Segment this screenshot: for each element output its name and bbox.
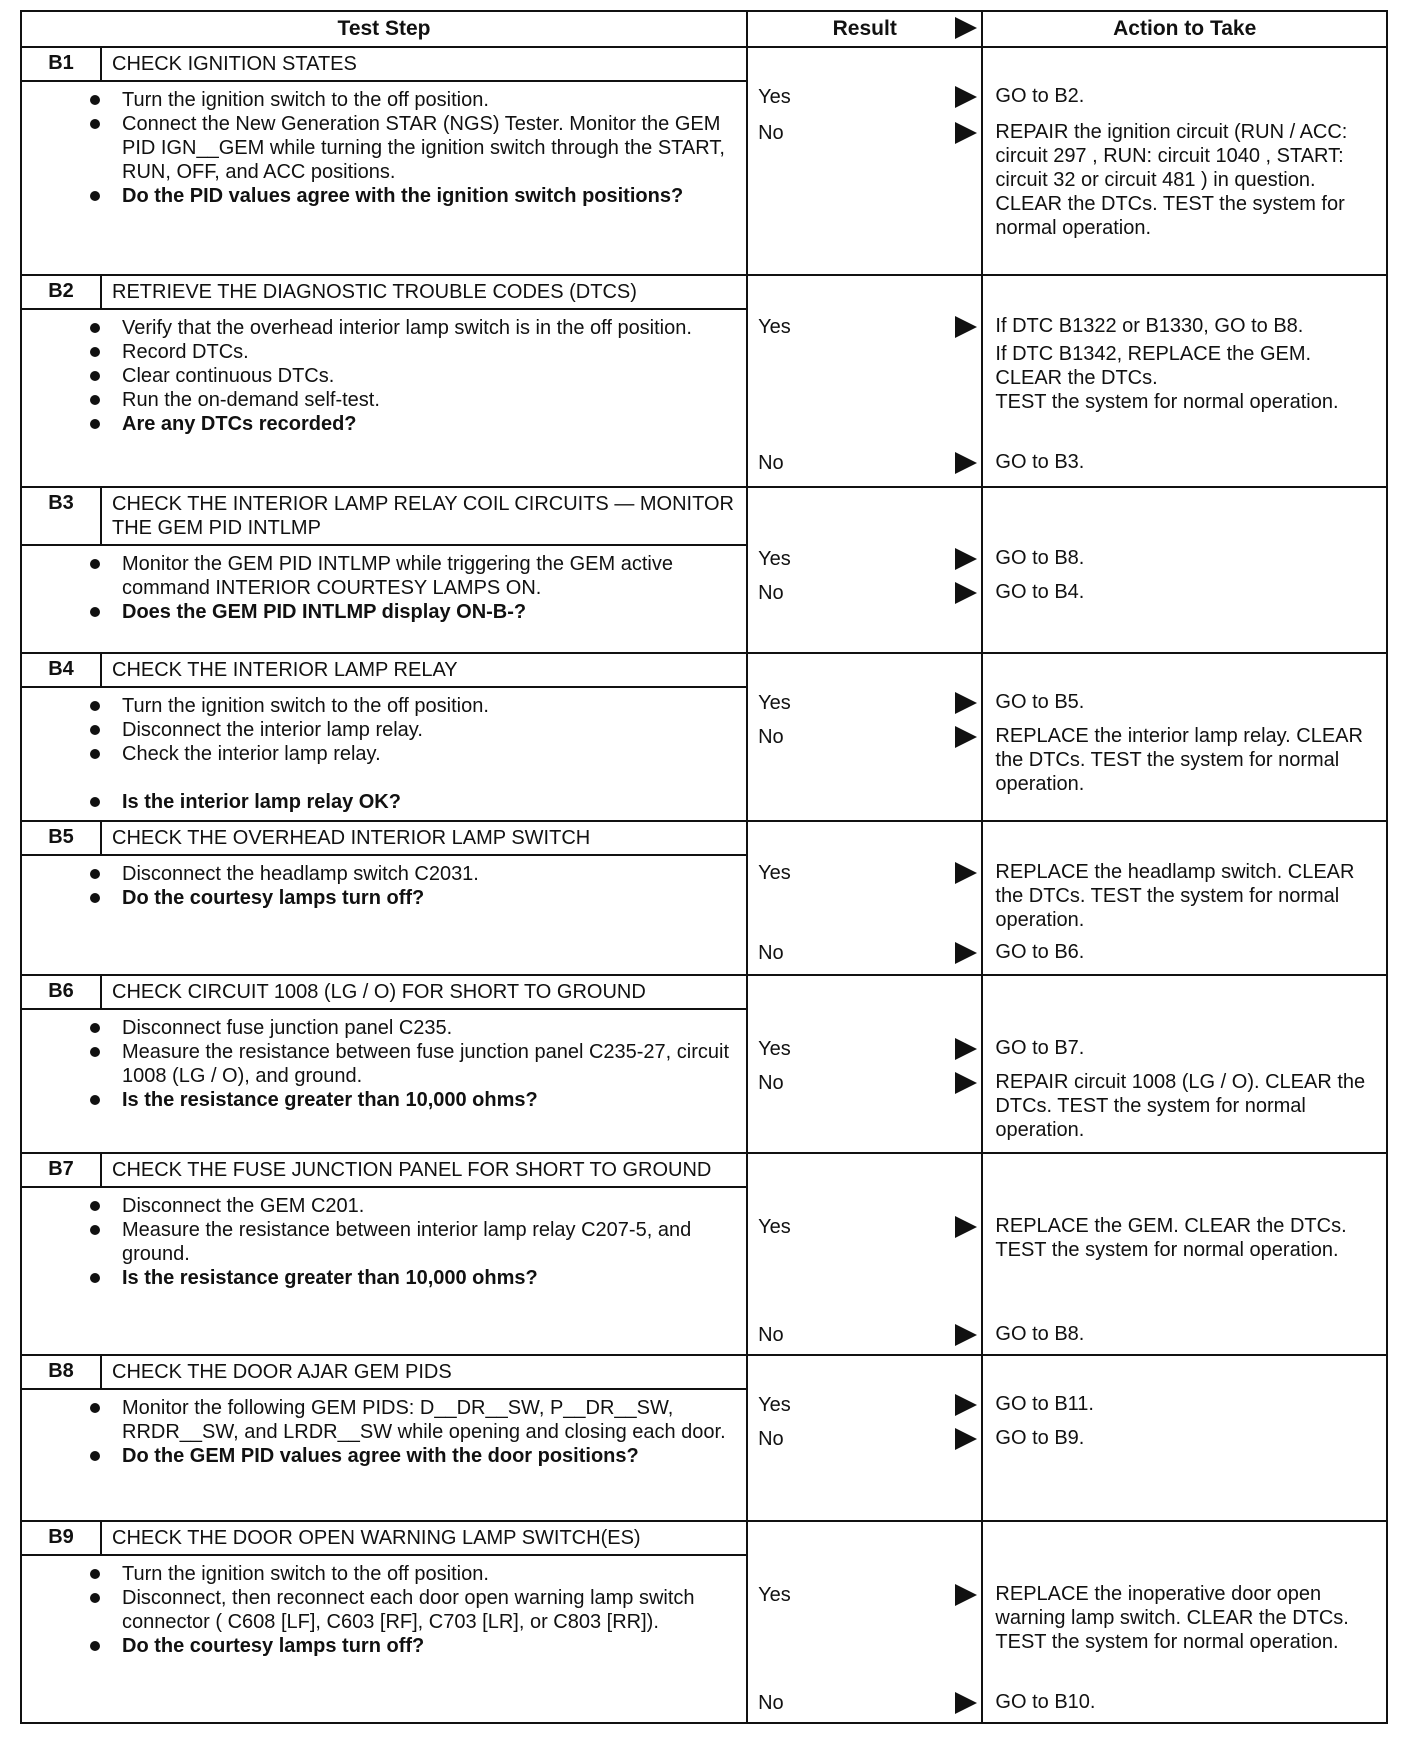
table-row bbox=[21, 975, 1387, 1153]
table-row bbox=[21, 47, 1387, 275]
arrow-right-icon bbox=[955, 862, 977, 884]
action-text: If DTC B1322 or B1330, GO to B8. bbox=[995, 315, 1304, 337]
result-label: Yes bbox=[758, 86, 791, 108]
result-label: No bbox=[758, 1072, 784, 1094]
step-cell bbox=[21, 47, 747, 275]
step-instructions bbox=[22, 688, 746, 820]
list-item: Disconnect the interior lamp relay. bbox=[122, 718, 738, 742]
result-label: No bbox=[758, 726, 784, 748]
step-question: Are any DTCs recorded? bbox=[122, 412, 738, 436]
step-instructions bbox=[22, 856, 746, 916]
header-result bbox=[747, 11, 982, 47]
step-question: Is the interior lamp relay OK? bbox=[122, 790, 738, 814]
step-cell bbox=[21, 487, 747, 653]
result-cell bbox=[747, 47, 982, 275]
step-question: Do the courtesy lamps turn off? bbox=[122, 886, 738, 910]
step-title: CHECK THE DOOR AJAR GEM PIDS bbox=[112, 1361, 452, 1383]
result-yes bbox=[758, 1582, 977, 1608]
step-header bbox=[22, 822, 746, 856]
step-instructions bbox=[22, 1390, 746, 1474]
step-instructions bbox=[22, 310, 746, 442]
action-text: GO to B8. bbox=[995, 1323, 1085, 1345]
result-cell bbox=[747, 653, 982, 821]
action-text: REPLACE the inoperative door open warning lamp switch. CLEAR the DTCs. TEST the system for normal operation. bbox=[995, 1583, 1349, 1653]
list-item: Monitor the following GEM PIDS: D__DR__SW, P__DR__SW, RRDR__SW, and LRDR__SW while opening and closing each door. bbox=[122, 1396, 738, 1444]
step-cell bbox=[21, 975, 747, 1153]
result-yes bbox=[758, 546, 977, 572]
header-test-step: Test Step bbox=[21, 11, 747, 47]
arrow-right-icon bbox=[955, 1394, 977, 1416]
result-no bbox=[758, 1070, 977, 1096]
result-no bbox=[758, 724, 977, 750]
step-title: CHECK THE FUSE JUNCTION PANEL FOR SHORT TO GROUND bbox=[112, 1159, 712, 1181]
step-question: Is the resistance greater than 10,000 ohms? bbox=[122, 1266, 738, 1290]
step-id: B1 bbox=[22, 48, 102, 80]
list-item: Turn the ignition switch to the off position. bbox=[122, 694, 738, 718]
header-action: Action to Take bbox=[982, 11, 1387, 47]
step-question: Do the courtesy lamps turn off? bbox=[122, 1634, 738, 1658]
arrow-right-icon bbox=[955, 1692, 977, 1714]
list-item: Disconnect the headlamp switch C2031. bbox=[122, 862, 738, 886]
action-cell bbox=[982, 487, 1387, 653]
result-label: No bbox=[758, 1428, 784, 1450]
table-row bbox=[21, 275, 1387, 487]
step-question: Do the PID values agree with the ignition switch positions? bbox=[122, 184, 738, 208]
action-text: GO to B10. bbox=[995, 1691, 1096, 1713]
result-cell bbox=[747, 487, 982, 653]
result-yes bbox=[758, 1214, 977, 1240]
step-id: B6 bbox=[22, 976, 102, 1008]
step-title: RETRIEVE THE DIAGNOSTIC TROUBLE CODES (DTCS) bbox=[112, 281, 637, 303]
step-instructions bbox=[22, 1188, 746, 1296]
result-cell bbox=[747, 275, 982, 487]
step-instructions bbox=[22, 82, 746, 214]
result-cell bbox=[747, 821, 982, 975]
step-instructions bbox=[22, 546, 746, 630]
result-label: No bbox=[758, 942, 784, 964]
arrow-right-icon bbox=[955, 942, 977, 964]
arrow-right-icon bbox=[955, 1324, 977, 1346]
result-no bbox=[758, 940, 977, 966]
result-yes bbox=[758, 314, 977, 340]
step-id: B4 bbox=[22, 654, 102, 686]
table-header-row bbox=[21, 11, 1387, 47]
action-cell bbox=[982, 1521, 1387, 1723]
action-cell bbox=[982, 821, 1387, 975]
arrow-right-icon bbox=[955, 1072, 977, 1094]
diagnostic-test-sheet bbox=[20, 10, 1388, 1724]
step-instructions bbox=[22, 1010, 746, 1118]
result-label: Yes bbox=[758, 1394, 791, 1416]
table-row bbox=[21, 1355, 1387, 1521]
step-cell bbox=[21, 1355, 747, 1521]
step-question: Is the resistance greater than 10,000 ohms? bbox=[122, 1088, 738, 1112]
result-cell bbox=[747, 975, 982, 1153]
result-no bbox=[758, 580, 977, 606]
arrow-right-icon bbox=[955, 1216, 977, 1238]
list-item: Disconnect the GEM C201. bbox=[122, 1194, 738, 1218]
step-cell bbox=[21, 653, 747, 821]
step-header bbox=[22, 1522, 746, 1556]
step-header bbox=[22, 654, 746, 688]
table-row bbox=[21, 821, 1387, 975]
step-question: Do the GEM PID values agree with the door positions? bbox=[122, 1444, 738, 1468]
list-item: Disconnect fuse junction panel C235. bbox=[122, 1016, 738, 1040]
step-header bbox=[22, 488, 746, 546]
result-yes bbox=[758, 1392, 977, 1418]
result-no bbox=[758, 450, 977, 476]
result-label: No bbox=[758, 122, 784, 144]
arrow-right-icon bbox=[955, 452, 977, 474]
result-cell bbox=[747, 1521, 982, 1723]
result-label: No bbox=[758, 582, 784, 604]
arrow-right-icon bbox=[955, 1584, 977, 1606]
arrow-right-icon bbox=[955, 86, 977, 108]
action-text: REPLACE the interior lamp relay. CLEAR the DTCs. TEST the system for normal operation. bbox=[995, 725, 1363, 795]
step-header bbox=[22, 1154, 746, 1188]
action-text: REPAIR the ignition circuit (RUN / ACC: circuit 297 , RUN: circuit 1040 , START: circuit 32 or circuit 481 ) in question. CLEAR the DTCs. TEST the system for normal operation. bbox=[995, 121, 1348, 239]
step-id: B7 bbox=[22, 1154, 102, 1186]
step-cell bbox=[21, 821, 747, 975]
result-no bbox=[758, 1690, 977, 1716]
action-text: GO to B6. bbox=[995, 941, 1085, 963]
action-text: GO to B7. bbox=[995, 1037, 1085, 1059]
step-cell bbox=[21, 275, 747, 487]
action-text: REPAIR circuit 1008 (LG / O). CLEAR the DTCs. TEST the system for normal operation. bbox=[995, 1071, 1366, 1141]
action-text: GO to B11. bbox=[995, 1393, 1094, 1415]
step-header bbox=[22, 1356, 746, 1390]
step-id: B3 bbox=[22, 488, 102, 544]
action-text: REPLACE the GEM. CLEAR the DTCs. TEST the system for normal operation. bbox=[995, 1215, 1347, 1261]
result-label: Yes bbox=[758, 548, 791, 570]
action-text: If DTC B1342, REPLACE the GEM. CLEAR the DTCs. bbox=[995, 343, 1312, 389]
result-label: No bbox=[758, 452, 784, 474]
result-label: No bbox=[758, 1692, 784, 1714]
diagnostic-table bbox=[20, 10, 1388, 1724]
arrow-right-icon bbox=[955, 548, 977, 570]
result-label: Yes bbox=[758, 862, 791, 884]
result-no bbox=[758, 1426, 977, 1452]
arrow-right-icon bbox=[955, 582, 977, 604]
step-header bbox=[22, 48, 746, 82]
result-label: Yes bbox=[758, 1584, 791, 1606]
result-yes bbox=[758, 84, 977, 110]
list-item: Run the on-demand self-test. bbox=[122, 388, 738, 412]
step-id: B2 bbox=[22, 276, 102, 308]
table-row bbox=[21, 1521, 1387, 1723]
step-id: B9 bbox=[22, 1522, 102, 1554]
action-text: GO to B8. bbox=[995, 547, 1085, 569]
arrow-right-icon bbox=[955, 692, 977, 714]
step-header bbox=[22, 976, 746, 1010]
action-cell bbox=[982, 275, 1387, 487]
step-id: B5 bbox=[22, 822, 102, 854]
list-item: Disconnect, then reconnect each door open warning lamp switch connector ( C608 [LF], C603 [RF], C703 [LR], or C803 [RR]). bbox=[122, 1586, 738, 1634]
step-cell bbox=[21, 1521, 747, 1723]
result-yes bbox=[758, 860, 977, 886]
action-text: GO to B5. bbox=[995, 691, 1085, 713]
result-cell bbox=[747, 1355, 982, 1521]
list-item: Record DTCs. bbox=[122, 340, 738, 364]
result-no bbox=[758, 1322, 977, 1348]
list-item: Clear continuous DTCs. bbox=[122, 364, 738, 388]
arrow-right-icon bbox=[955, 316, 977, 338]
step-instructions bbox=[22, 1556, 746, 1664]
list-item: Turn the ignition switch to the off position. bbox=[122, 1562, 738, 1586]
step-title: CHECK THE DOOR OPEN WARNING LAMP SWITCH(ES) bbox=[112, 1527, 641, 1549]
step-title: CHECK THE INTERIOR LAMP RELAY bbox=[112, 659, 458, 681]
list-item: Check the interior lamp relay. bbox=[122, 742, 738, 766]
action-text: GO to B3. bbox=[995, 451, 1085, 473]
action-cell bbox=[982, 975, 1387, 1153]
result-label: No bbox=[758, 1324, 784, 1346]
action-cell bbox=[982, 1153, 1387, 1355]
action-text: GO to B4. bbox=[995, 581, 1085, 603]
result-yes bbox=[758, 690, 977, 716]
result-yes bbox=[758, 1036, 977, 1062]
step-question: Does the GEM PID INTLMP display ON-B-? bbox=[122, 600, 738, 624]
result-no bbox=[758, 120, 977, 146]
step-title: CHECK THE OVERHEAD INTERIOR LAMP SWITCH bbox=[112, 827, 591, 849]
arrow-right-icon bbox=[955, 1428, 977, 1450]
table-row bbox=[21, 653, 1387, 821]
action-cell bbox=[982, 1355, 1387, 1521]
list-item: Verify that the overhead interior lamp switch is in the off position. bbox=[122, 316, 738, 340]
list-item: Measure the resistance between fuse junction panel C235-27, circuit 1008 (LG / O), and ground. bbox=[122, 1040, 738, 1088]
list-item: Connect the New Generation STAR (NGS) Tester. Monitor the GEM PID IGN__GEM while turning the ignition switch through the START, RUN, OFF, and ACC positions. bbox=[122, 112, 738, 184]
table-row bbox=[21, 1153, 1387, 1355]
step-title: CHECK IGNITION STATES bbox=[112, 53, 357, 75]
action-cell bbox=[982, 47, 1387, 275]
step-header bbox=[22, 276, 746, 310]
result-cell bbox=[747, 1153, 982, 1355]
table-row bbox=[21, 487, 1387, 653]
step-cell bbox=[21, 1153, 747, 1355]
result-label: Yes bbox=[758, 316, 791, 338]
arrow-right-icon bbox=[955, 17, 977, 39]
action-cell bbox=[982, 653, 1387, 821]
arrow-right-icon bbox=[955, 726, 977, 748]
action-text: TEST the system for normal operation. bbox=[995, 391, 1339, 413]
result-label: Yes bbox=[758, 1038, 791, 1060]
list-item: Turn the ignition switch to the off position. bbox=[122, 88, 738, 112]
action-text: GO to B9. bbox=[995, 1427, 1085, 1449]
step-title: CHECK CIRCUIT 1008 (LG / O) FOR SHORT TO GROUND bbox=[112, 981, 646, 1003]
action-text: REPLACE the headlamp switch. CLEAR the DTCs. TEST the system for normal operation. bbox=[995, 861, 1355, 931]
arrow-right-icon bbox=[955, 1038, 977, 1060]
result-label: Yes bbox=[758, 1216, 791, 1238]
step-title: CHECK THE INTERIOR LAMP RELAY COIL CIRCUITS — MONITOR THE GEM PID INTLMP bbox=[112, 493, 734, 539]
result-label: Yes bbox=[758, 692, 791, 714]
step-id: B8 bbox=[22, 1356, 102, 1388]
header-result-label: Result bbox=[832, 17, 897, 40]
arrow-right-icon bbox=[955, 122, 977, 144]
list-item: Monitor the GEM PID INTLMP while triggering the GEM active command INTERIOR COURTESY LAMPS ON. bbox=[122, 552, 738, 600]
action-text: GO to B2. bbox=[995, 85, 1085, 107]
list-item: Measure the resistance between interior lamp relay C207-5, and ground. bbox=[122, 1218, 738, 1266]
